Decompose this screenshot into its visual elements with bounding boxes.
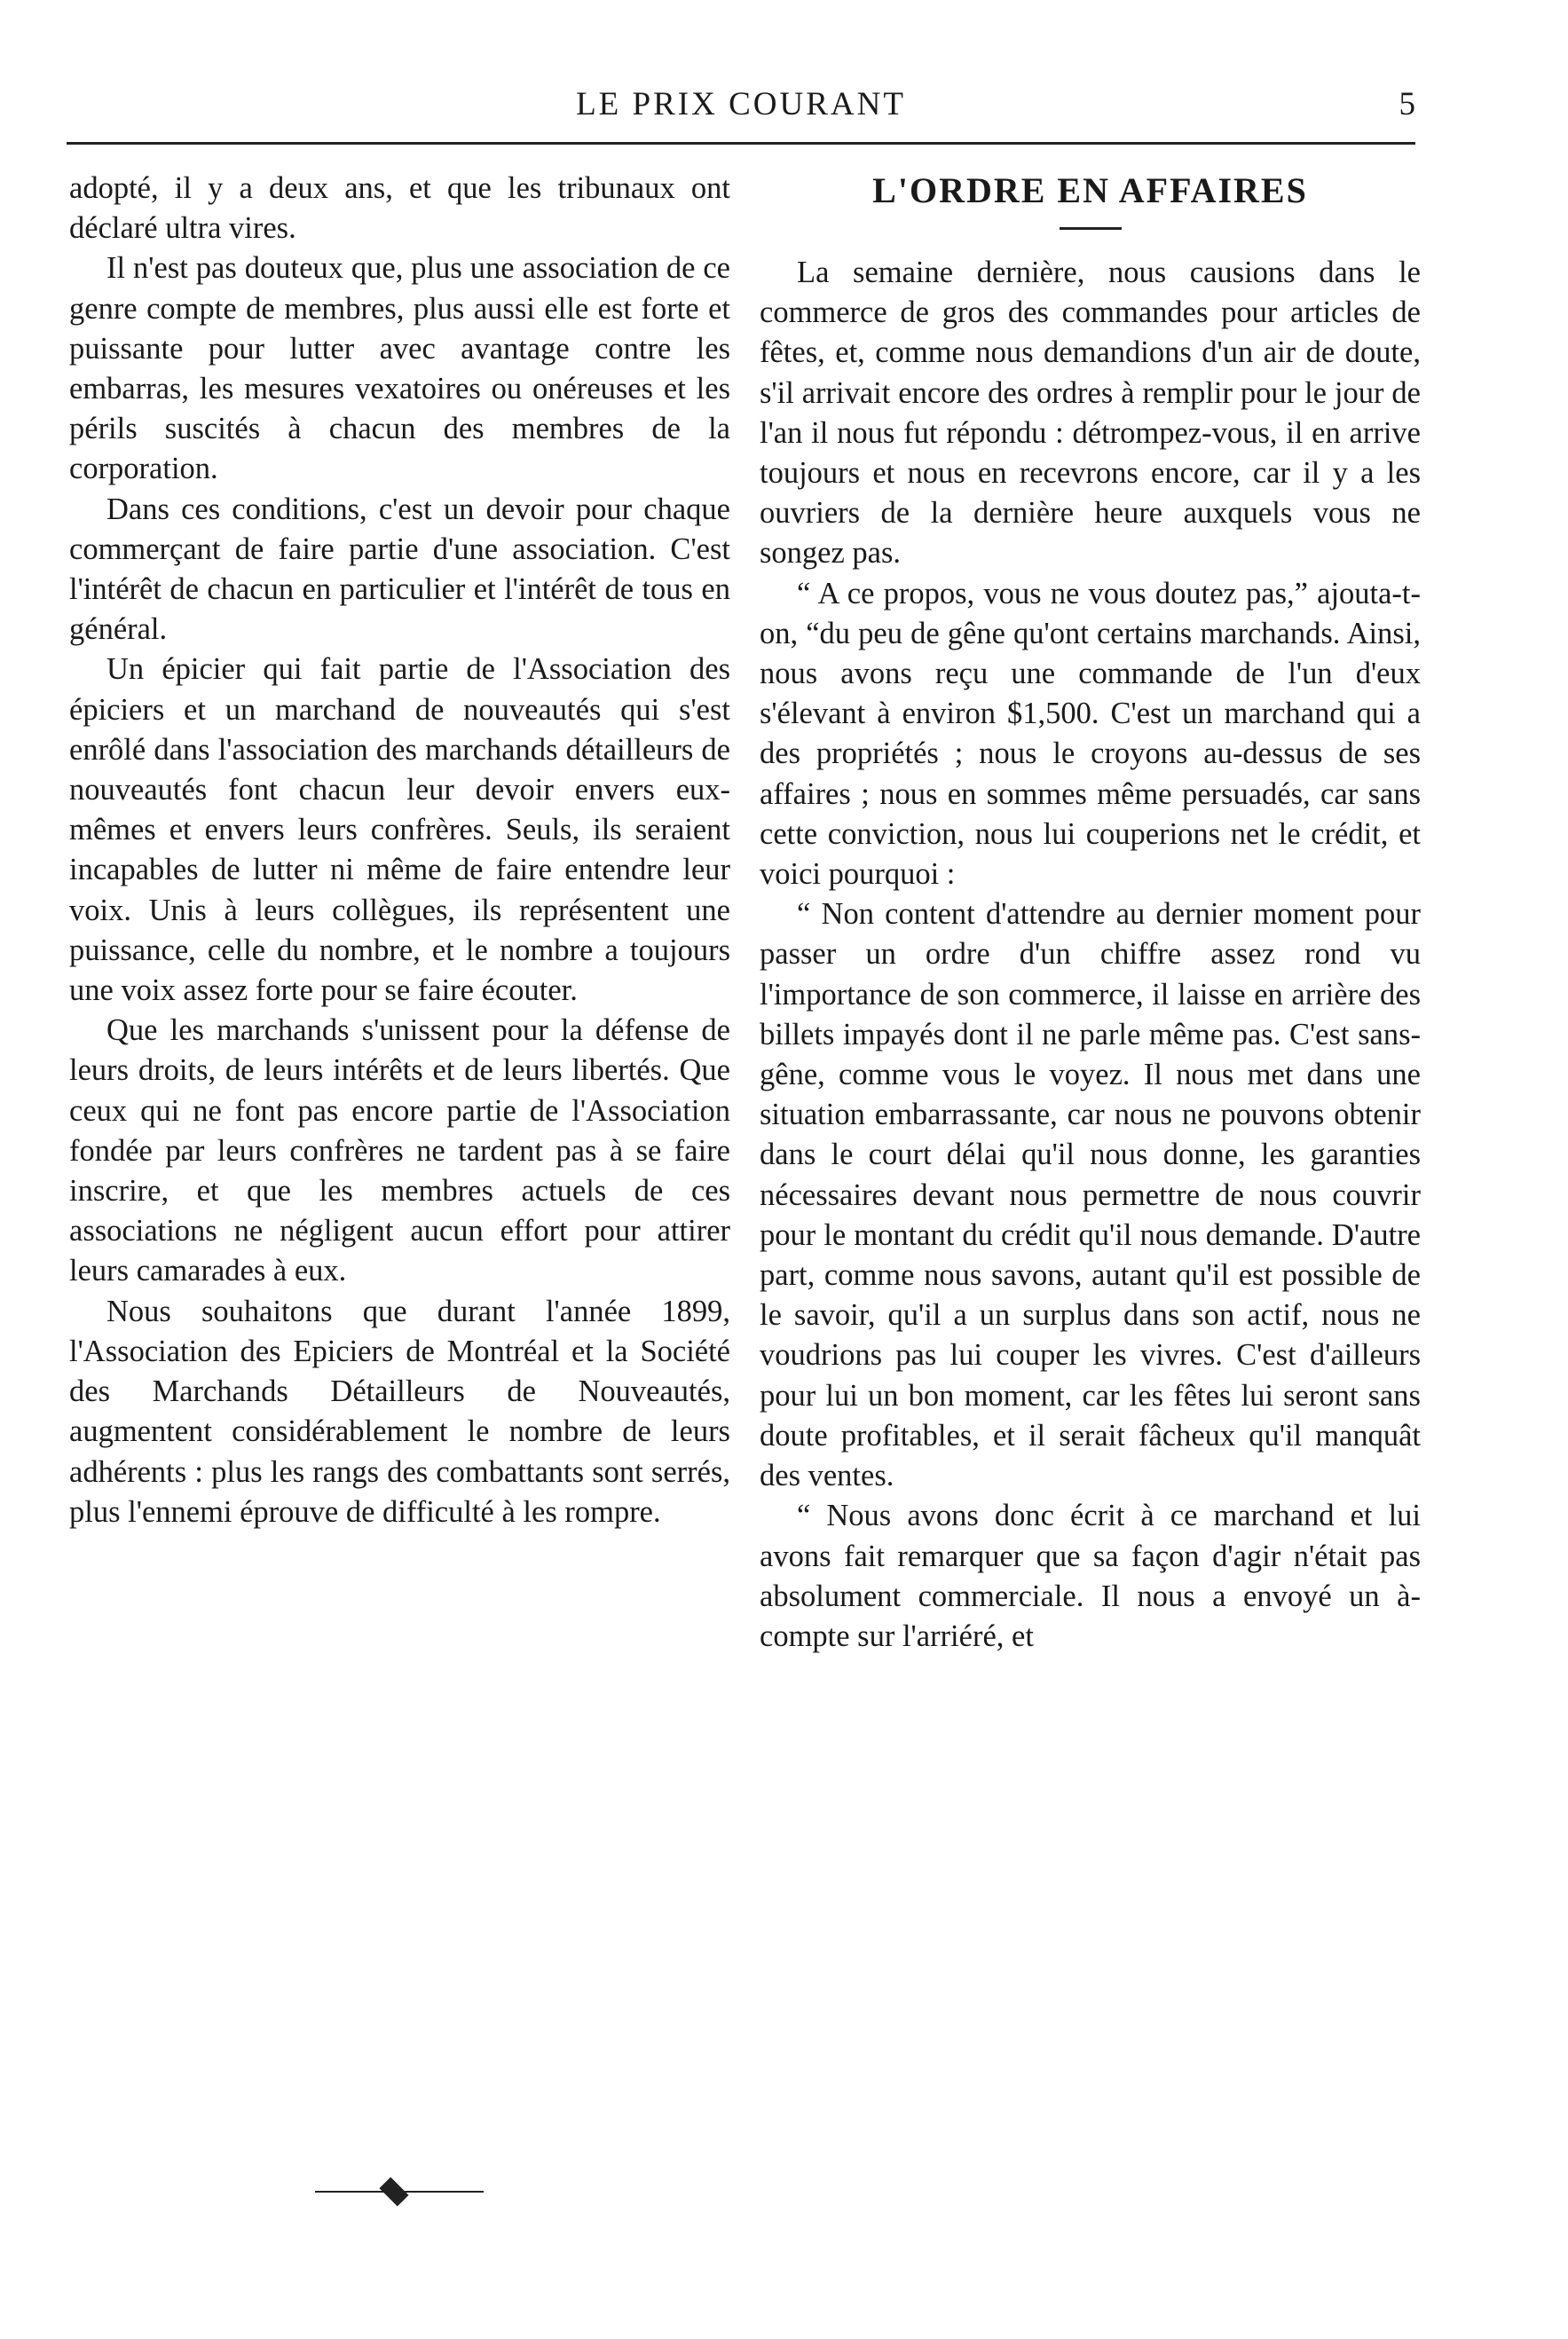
title-rule [1060, 227, 1122, 230]
left-column [69, 169, 730, 1532]
article-title: L'ORDRE EN AFFAIRES [872, 170, 1308, 210]
header-rule [67, 142, 1415, 145]
paragraph: Nous souhaitons que durant l'année 1899, l'Association des Epiciers de Montréal et la Société des Marchands Détailleurs de Nouveautés, augmentent considérablement le nombre de leurs adhérents : plus les rangs des combattants sont serrés, plus l'ennemi éprouve de difficulté à les rompre. [69, 1294, 730, 1529]
paragraph: Un épicier qui fait partie de l'Association des épiciers et un marchand de nouveautés qui s'est enrôlé dans l'association des marchands détailleurs de nouveautés font chacun leur devoir envers eux-mêmes et envers leurs confrères. Seuls, ils seraient incapables de lutter ni même de faire entendre leur voix. Unis à leurs collègues, ils représentent une puissance, celle du nombre, et le nombre a toujours une voix assez forte pour se faire écouter. [69, 652, 730, 1008]
paragraph: “ A ce propos, vous ne vous doutez pas,” ajouta-t-on, “du peu de gêne qu'ont certains marchands. Ainsi, nous avons reçu une commande de l'un d'eux s'élevant à environ $1,500. C'est un marchand qui a des propriétés ; nous le croyons au-dessus de ses affaires ; nous en sommes même persuadés, car sans cette conviction, nous lui couperions net le crédit, et voici pourquoi : [760, 576, 1421, 892]
paragraph: Que les marchands s'unissent pour la défense de leurs droits, de leurs intérêts et de leurs libertés. Que ceux qui ne font pas encore partie de l'Association fondée par leurs confrères ne tardent pas à se faire inscrire, et que les membres actuels de ces associations ne négligent aucun effort pour attirer leurs camarades à eux. [69, 1013, 730, 1288]
paragraph: adopté, il y a deux ans, et que les tribunaux ont déclaré ultra vires. [69, 171, 730, 246]
paragraph: “ Non content d'attendre au dernier moment pour passer un ordre d'un chiffre assez rond vu l'importance de son commerce, il laisse en arrière des billets impayés dont il ne parle même pas. C'est sans-gêne, comme vous le voyez. Il nous met dans une situation embarrassante, car nous ne pouvons obtenir dans le court délai qu'il nous donne, les garanties nécessaires devant nous permettre de nous couvrir pour le montant du crédit qu'il nous demande. D'autre part, comme nous savons, autant qu'il est possible de le savoir, qu'il a un surplus dans son actif, nous ne voudrions pas lui couper les vivres. C'est d'ailleurs pour lui un bon moment, car les fêtes lui seront sans doute profitables, et il serait fâcheux qu'il manquât des ventes. [760, 897, 1421, 1493]
page-header [67, 80, 1415, 133]
right-column [760, 169, 1421, 1657]
end-of-article-ornament [315, 2183, 484, 2201]
paragraph: Dans ces conditions, c'est un devoir pour chaque commerçant de faire partie d'une association. C'est l'intérêt de chacun en particulier et l'intérêt de tous en général. [69, 492, 730, 647]
paragraph: Il n'est pas douteux que, plus une association de ce genre compte de membres, plus aussi elle est forte et puissante pour lutter avec avantage contre les embarras, les mesures vexatoires ou onéreuses et les périls suscités à chacun des membres de la corporation. [69, 251, 730, 486]
paragraph: “ Nous avons donc écrit à ce marchand et lui avons fait remarquer que sa façon d'agir n'était pas absolument commerciale. Il nous a envoyé un à-compte sur l'arriéré, et [760, 1499, 1421, 1653]
page-number: 5 [1399, 86, 1415, 122]
ornament-diamond [379, 2177, 408, 2206]
paragraph: La semaine dernière, nous causions dans le commerce de gros des commandes pour articles de fêtes, et, comme nous demandions d'un air de doute, s'il arrivait encore des ordres à remplir pour le jour de l'an il nous fut répondu : détrompez-vous, il en arrive toujours et nous en recevrons encore, car il y a les ouvriers de la dernière heure auxquels vous ne songez pas. [760, 256, 1421, 571]
running-title: LE PRIX COURANT [576, 86, 906, 122]
